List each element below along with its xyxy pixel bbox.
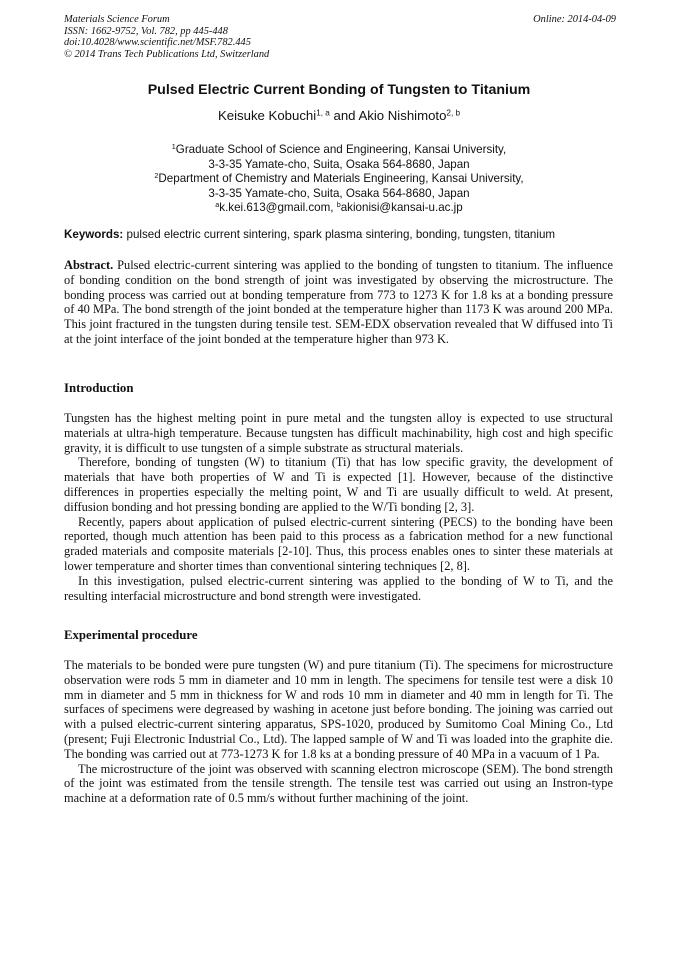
intro-paragraph-3: Recently, papers about application of pulsed electric-current sintering (PECS) to the bonding have been reported, though much attention has been paid to this process as a fabrication method for a new functional graded materials and composite materials [2-10]. Thus, this process enables ones to sinter these materials at lower temperature and shorter times than conventional sintering techniques [2, 8]. — [64, 514, 613, 573]
online-date: Online: 2014-04-09 — [533, 14, 616, 25]
experimental-paragraph-2: The microstructure of the joint was observed with scanning electron microscope (SEM). The bond strength of the joint was estimated from the tensile strength. The tensile test was carried out using an Instron-type machine at a deformation rate of 0.5 mm/s without further machining of the joint. — [64, 761, 613, 806]
journal-doi: doi:10.4028/www.scientific.net/MSF.782.445 — [64, 37, 251, 48]
keywords-label: Keywords: — [64, 228, 124, 241]
introduction-heading: Introduction — [64, 381, 134, 395]
affiliation-1-line-1: Graduate School of Science and Engineering, Kansai University, — [175, 143, 507, 156]
affiliation-2-sup: 2 — [154, 171, 159, 181]
author-1: Keisuke Kobuchi — [217, 108, 317, 123]
author-2-sup: 2, b — [446, 108, 461, 118]
keywords — [64, 228, 619, 242]
experimental-paragraph-1: The materials to be bonded were pure tungsten (W) and pure titanium (Ti). The specimens for microstructure observation were rods 5 mm in diameter and 10 mm in length. The specimens for tensile test were a disk 10 mm in diameter and 5 mm in thickness for W and rods 10 mm in diameter and 40 mm in length for Ti. The surfaces of specimens were degreased by washing in acetone just before bonding. The joining was carried out with a pulsed electric-current sintering apparatus, SPS-1020, produced by Sumitomo Coal Mining Co., Ltd (present; Fuji Electronic Industrial Co., Ltd). The lapped sample of W and Ti was loaded into the graphite die. The bonding was carried out at 773-1273 K for 1.8 ks at a bonding pressure of 40 MPa in a vacuum of 1 Pa. — [64, 658, 613, 761]
affiliation-2 — [0, 172, 678, 187]
affiliation-1-line-2: 3-3-35 Yamate-cho, Suita, Osaka 564-8680, Japan — [208, 157, 470, 171]
affiliation-1 — [0, 143, 678, 158]
abstract — [64, 258, 613, 347]
abstract-label: Abstract. — [64, 258, 114, 272]
affiliations — [0, 143, 678, 216]
author-and: and — [329, 108, 359, 123]
intro-paragraph-1: Tungsten has the highest melting point in pure metal and the tungsten alloy is expected to use structural materials at ultra-high temperature. Because tungsten has difficult machinability, high cost and high specific gravity, it is difficult to use tungsten of a simple substrate as structural materials. — [64, 411, 613, 455]
intro-paragraph-2: Therefore, bonding of tungsten (W) to titanium (Ti) that has low specific gravity, the development of materials that have both properties of W and Ti is expected [1]. However, because of the distinctive differences in properties especially the melting point, W and Ti are usually difficult to weld. At present, diffusion bonding and hot pressing bonding are applied to the W/Ti bonding [2, 3]. — [64, 455, 613, 514]
abstract-text: Pulsed electric-current sintering was applied to the bonding of tungsten to titanium. The influence of bonding condition on the bond strength of joint was investigated by observing the microstructure. The bonding process was carried out at bonding temperature from 773 to 1273 K for 1.8 ks at a bonding pressure of 40 MPa. The bond strength of the joint bonded at the temperature higher than 1173 K was around 200 MPa. This joint fractured in the tungsten during tensile test. SEM-EDX observation revealed that W diffused into Ti at the joint interface of the joint bonded at the temperature higher than 973 K. — [64, 258, 613, 346]
experimental-heading: Experimental procedure — [64, 628, 198, 642]
journal-header — [64, 14, 269, 60]
journal-issn: ISSN: 1662-9752, Vol. 782, pp 445-448 — [64, 25, 228, 37]
affiliation-2-line-2: 3-3-35 Yamate-cho, Suita, Osaka 564-8680, Japan — [208, 186, 470, 200]
email-b: akionisi@kansai-u.ac.jp — [340, 201, 463, 215]
email-line — [0, 201, 678, 216]
email-a-sup: a — [215, 200, 220, 210]
keywords-text: pulsed electric current sintering, spark plasma sintering, bonding, tungsten, titanium — [123, 228, 556, 241]
affiliation-2-line-1: Department of Chemistry and Materials Engineering, Kansai University, — [158, 172, 524, 186]
journal-name: Materials Science Forum — [64, 14, 170, 25]
affiliation-1-sup: 1 — [171, 142, 176, 152]
author-line — [0, 108, 678, 124]
experimental-body — [64, 658, 613, 806]
paper-title: Pulsed Electric Current Bonding of Tungsten to Titanium — [147, 82, 531, 98]
email-a: k.kei.613@gmail.com, — [219, 201, 337, 215]
intro-paragraph-4: In this investigation, pulsed electric-current sintering was applied to the bonding of W to Ti, and the resulting interfacial microstructure and bond strength were investigated. — [64, 573, 613, 603]
author-1-sup: 1, a — [316, 108, 330, 118]
introduction-body — [64, 411, 613, 603]
journal-copyright: © 2014 Trans Tech Publications Ltd, Switzerland — [64, 48, 270, 60]
email-b-sup: b — [336, 200, 341, 210]
author-2: Akio Nishimoto — [358, 108, 447, 123]
